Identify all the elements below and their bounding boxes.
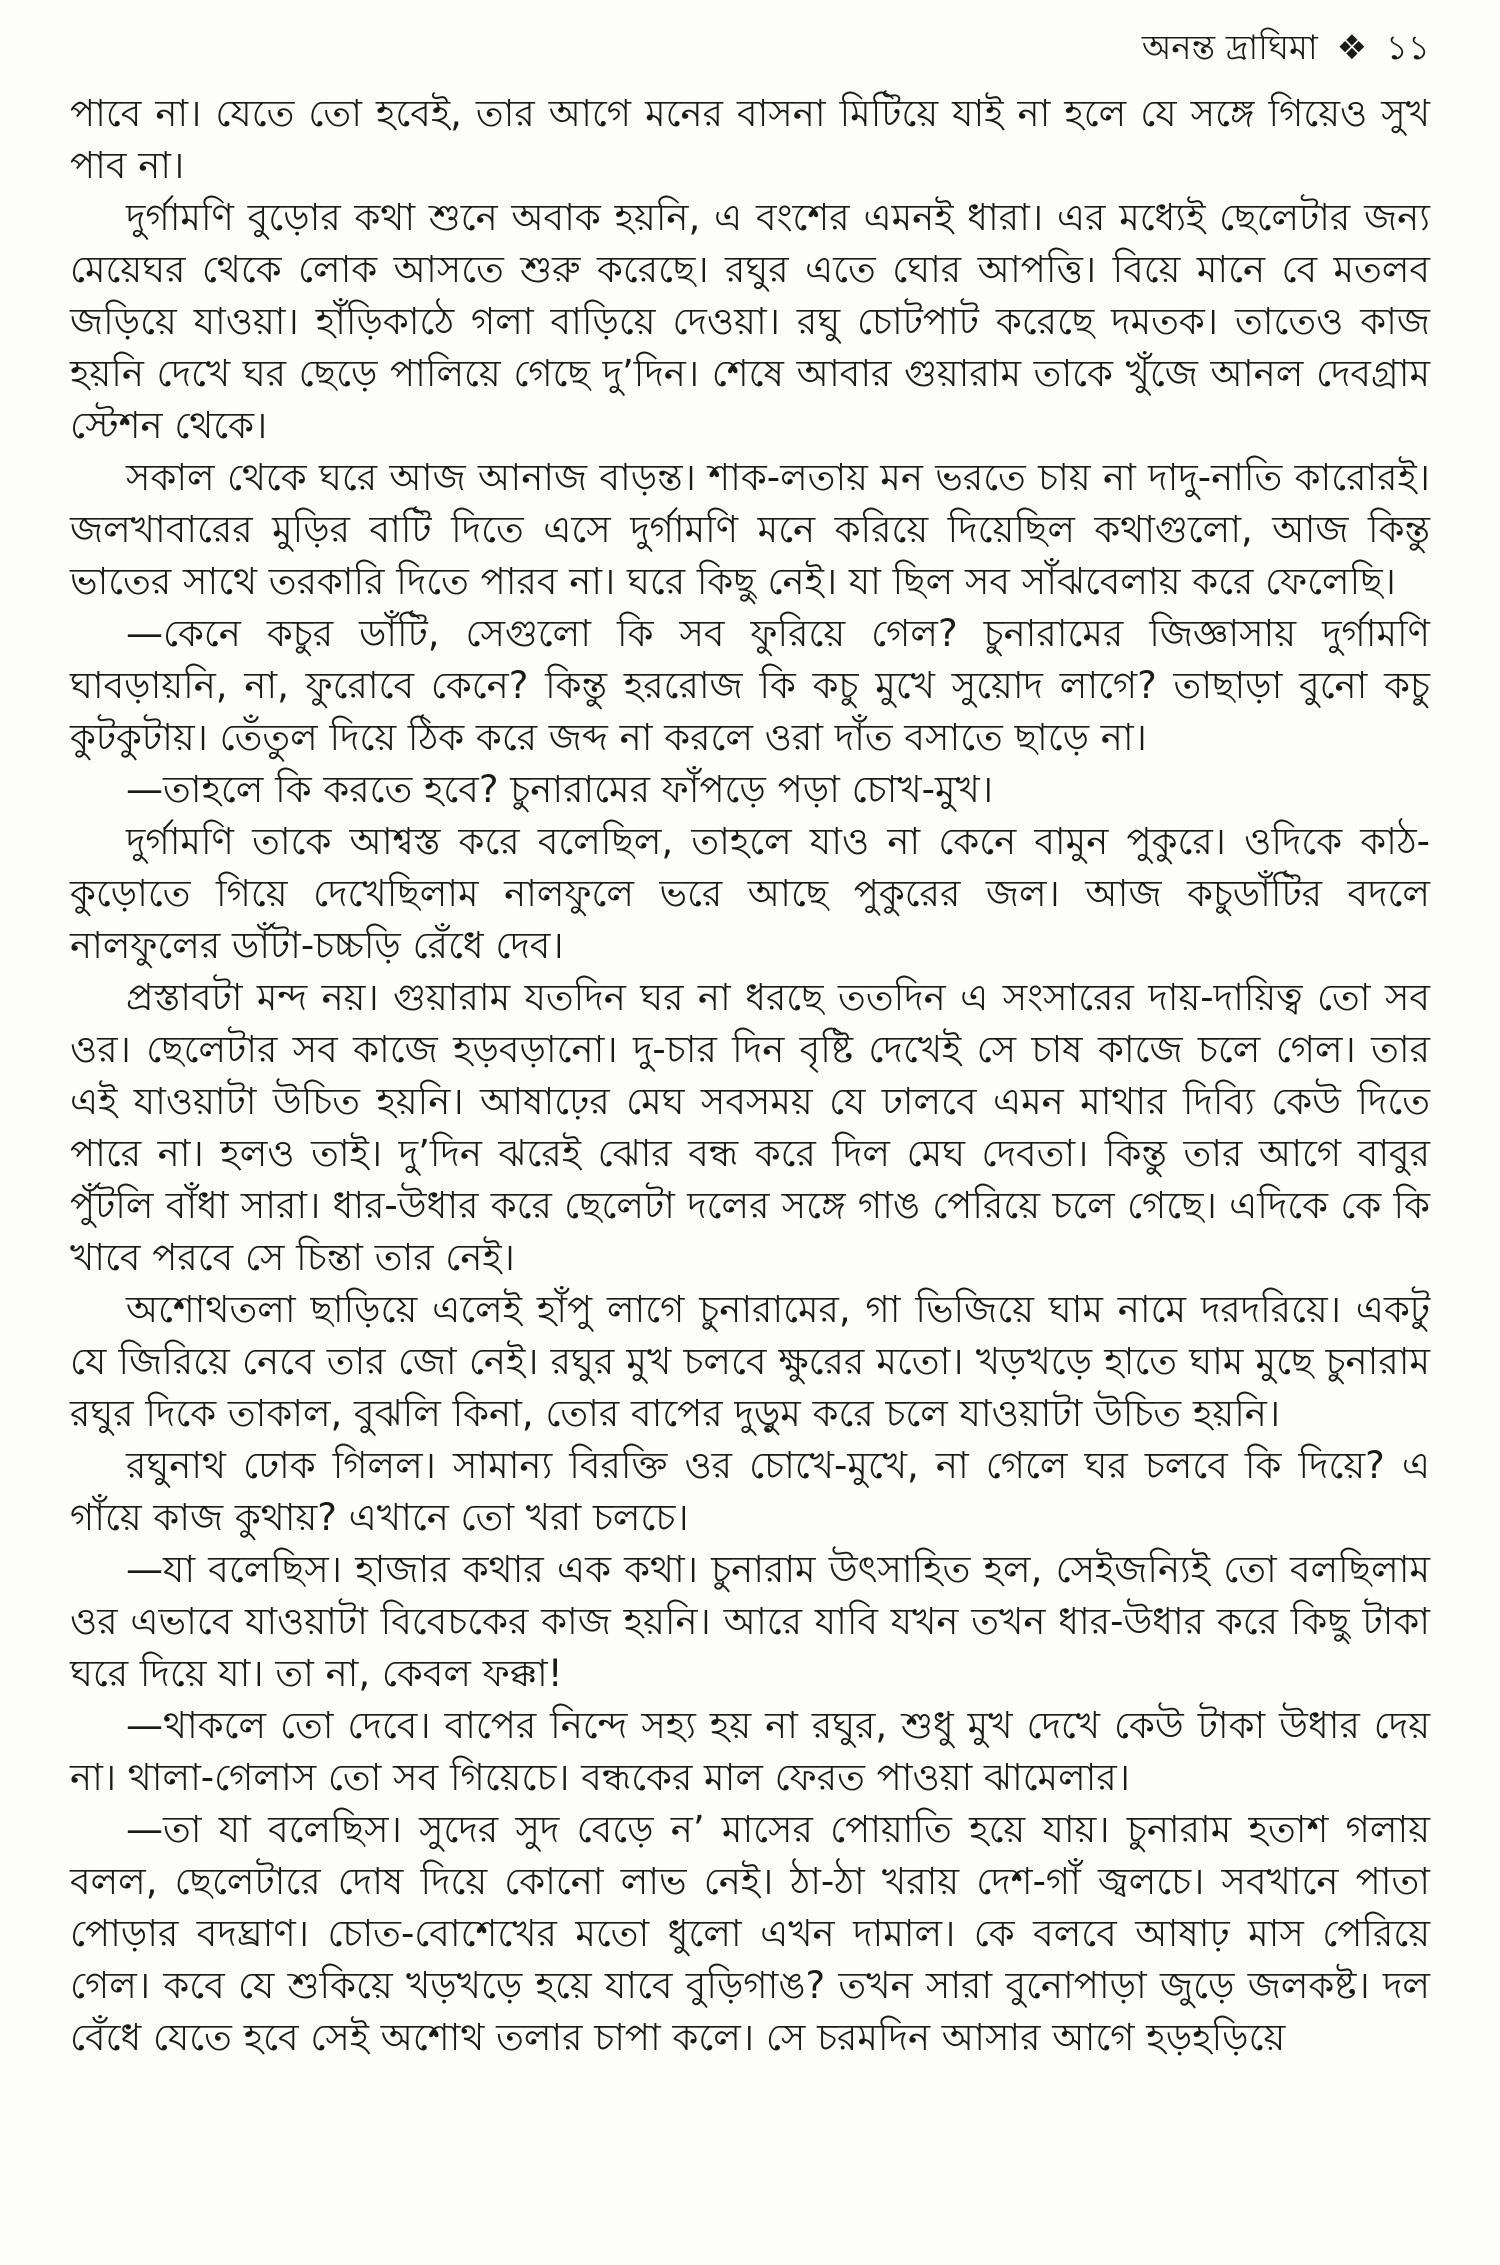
paragraph: দুর্গামণি বুড়োর কথা শুনে অবাক হয়নি, এ বংশের এমনই ধারা। এর মধ্যেই ছেলেটার জন্য মেয়েঘর থেকে লোক আসতে শুরু করেছে। রঘুর এতে ঘোর আপত্তি। বিয়ে মানে বে মতলব জড়িয়ে যাওয়া। হাঁড়িকাঠে গলা বাড়িয়ে দেওয়া। রঘু চোটপাট করেছে দমতক। তাতেও কাজ হয়নি দেখে ঘর ছেড়ে পালিয়ে গেছে দু’দিন। শেষে আবার গুয়ারাম তাকে খুঁজে আনল দেবগ্রাম স্টেশন থেকে। (70, 196, 1430, 447)
paragraph: —তা যা বলেছিস। সুদের সুদ বেড়ে ন’ মাসের পোয়াতি হয়ে যায়। চুনারাম হতাশ গলায় বলল, ছেলেটারে দোষ দিয়ে কোনো লাভ নেই। ঠা-ঠা খরায় দেশ-গাঁ জ্বলচে। সবখানে পাতা পোড়ার বদঘ্রাণ। চোত-বোশেখের মতো ধুলো এখন দামাল। কে বলবে আষাঢ় মাস পেরিয়ে গেল। কবে যে শুকিয়ে খড়খড়ে হয়ে যাবে বুড়িগাঙ? তখন সারা বুনোপাড়া জুড়ে জলকষ্ট। দল বেঁধে যেতে হবে সেই অশোথ তলার চাপা কলে। সে চরমদিন আসার আগে হড়হড়িয়ে (70, 1808, 1430, 2059)
paragraph: দুর্গামণি তাকে আশ্বস্ত করে বলেছিল, তাহলে যাও না কেনে বামুন পুকুরে। ওদিকে কাঠ-কুড়োতে গিয়ে দেখেছিলাম নালফুলে ভরে আছে পুকুরের জল। আজ কচুডাঁটির বদলে নালফুলের ডাঁটা-চচ্চড়ি রেঁধে দেব। (70, 820, 1430, 967)
paragraph: অশোথতলা ছাড়িয়ে এলেই হাঁপু লাগে চুনারামের, গা ভিজিয়ে ঘাম নামে দরদরিয়ে। একটু যে জিরিয়ে নেবে তার জো নেই। রঘুর মুখ চলবে ক্ষুরের মতো। খড়খড়ে হাতে ঘাম মুছে চুনারাম রঘুর দিকে তাকাল, বুঝলি কিনা, তোর বাপের দুড়ুম করে চলে যাওয়াটা উচিত হয়নি। (70, 1288, 1430, 1435)
paragraph: —যা বলেছিস। হাজার কথার এক কথা। চুনারাম উৎসাহিত হল, সেইজন্যিই তো বলছিলাম ওর এভাবে যাওয়াটা বিবেচকের কাজ হয়নি। আরে যাবি যখন তখন ধার-উধার করে কিছু টাকা ঘরে দিয়ে যা। তা না, কেবল ফক্কা! (70, 1548, 1430, 1695)
book-title: অনন্ত দ্রাঘিমা (1141, 28, 1318, 68)
paragraph: প্রস্তাবটা মন্দ নয়। গুয়ারাম যতদিন ঘর না ধরছে ততদিন এ সংসারের দায়-দায়িত্ব তো সব ওর। ছেলেটার সব কাজে হড়বড়ানো। দু-চার দিন বৃষ্টি দেখেই সে চাষ কাজে চলে গেল। তার এই যাওয়াটা উচিত হয়নি। আষাঢ়ের মেঘ সবসময় যে ঢালবে এমন মাথার দিব্যি কেউ দিতে পারে না। হলও তাই। দু’দিন ঝরেই ঝোর বন্ধ করে দিল মেঘ দেবতা। কিন্তু তার আগে বাবুর পুঁটলি বাঁধা সারা। ধার-উধার করে ছেলেটা দলের সঙ্গে গাঙ পেরিয়ে চলে গেছে। এদিকে কে কি খাবে পরবে সে চিন্তা তার নেই। (70, 976, 1430, 1279)
paragraph: পাবে না। যেতে তো হবেই, তার আগে মনের বাসনা মিটিয়ে যাই না হলে যে সঙ্গে গিয়েও সুখ পাব না। (70, 92, 1430, 187)
body-text (70, 88, 1430, 2064)
running-header (1142, 28, 1430, 68)
paragraph: রঘুনাথ ঢোক গিলল। সামান্য বিরক্তি ওর চোখে-মুখে, না গেলে ঘর চলবে কি দিয়ে? এ গাঁয়ে কাজ কুথায়? এখানে তো খরা চলচে। (70, 1444, 1430, 1539)
paragraph: সকাল থেকে ঘরে আজ আনাজ বাড়ন্ত। শাক-লতায় মন ভরতে চায় না দাদু-নাতি কারোরই। জলখাবারের মুড়ির বাটি দিতে এসে দুর্গামণি মনে করিয়ে দিয়েছিল কথাগুলো, আজ কিন্তু ভাতের সাথে তরকারি দিতে পারব না। ঘরে কিছু নেই। যা ছিল সব সাঁঝবেলায় করে ফেলেছি। (70, 456, 1430, 603)
page-number: ১১ (1385, 28, 1430, 68)
ornament-icon: ❖ (1336, 28, 1368, 68)
paragraph: —থাকলে তো দেবে। বাপের নিন্দে সহ্য হয় না রঘুর, শুধু মুখ দেখে কেউ টাকা উধার দেয় না। থালা-গেলাস তো সব গিয়েচে। বন্ধকের মাল ফেরত পাওয়া ঝামেলার। (70, 1704, 1430, 1799)
paragraph: —কেনে কচুর ডাঁটি, সেগুলো কি সব ফুরিয়ে গেল? চুনারামের জিজ্ঞাসায় দুর্গামণি ঘাবড়ায়নি, না, ফুরোবে কেনে? কিন্তু হররোজ কি কচু মুখে সুয়োদ লাগে? তাছাড়া বুনো কচু কুটকুটায়। তেঁতুল দিয়ে ঠিক করে জব্দ না করলে ওরা দাঁত বসাতে ছাড়ে না। (70, 612, 1430, 759)
paragraph: —তাহলে কি করতে হবে? চুনারামের ফাঁপড়ে পড়া চোখ-মুখ। (126, 768, 994, 811)
